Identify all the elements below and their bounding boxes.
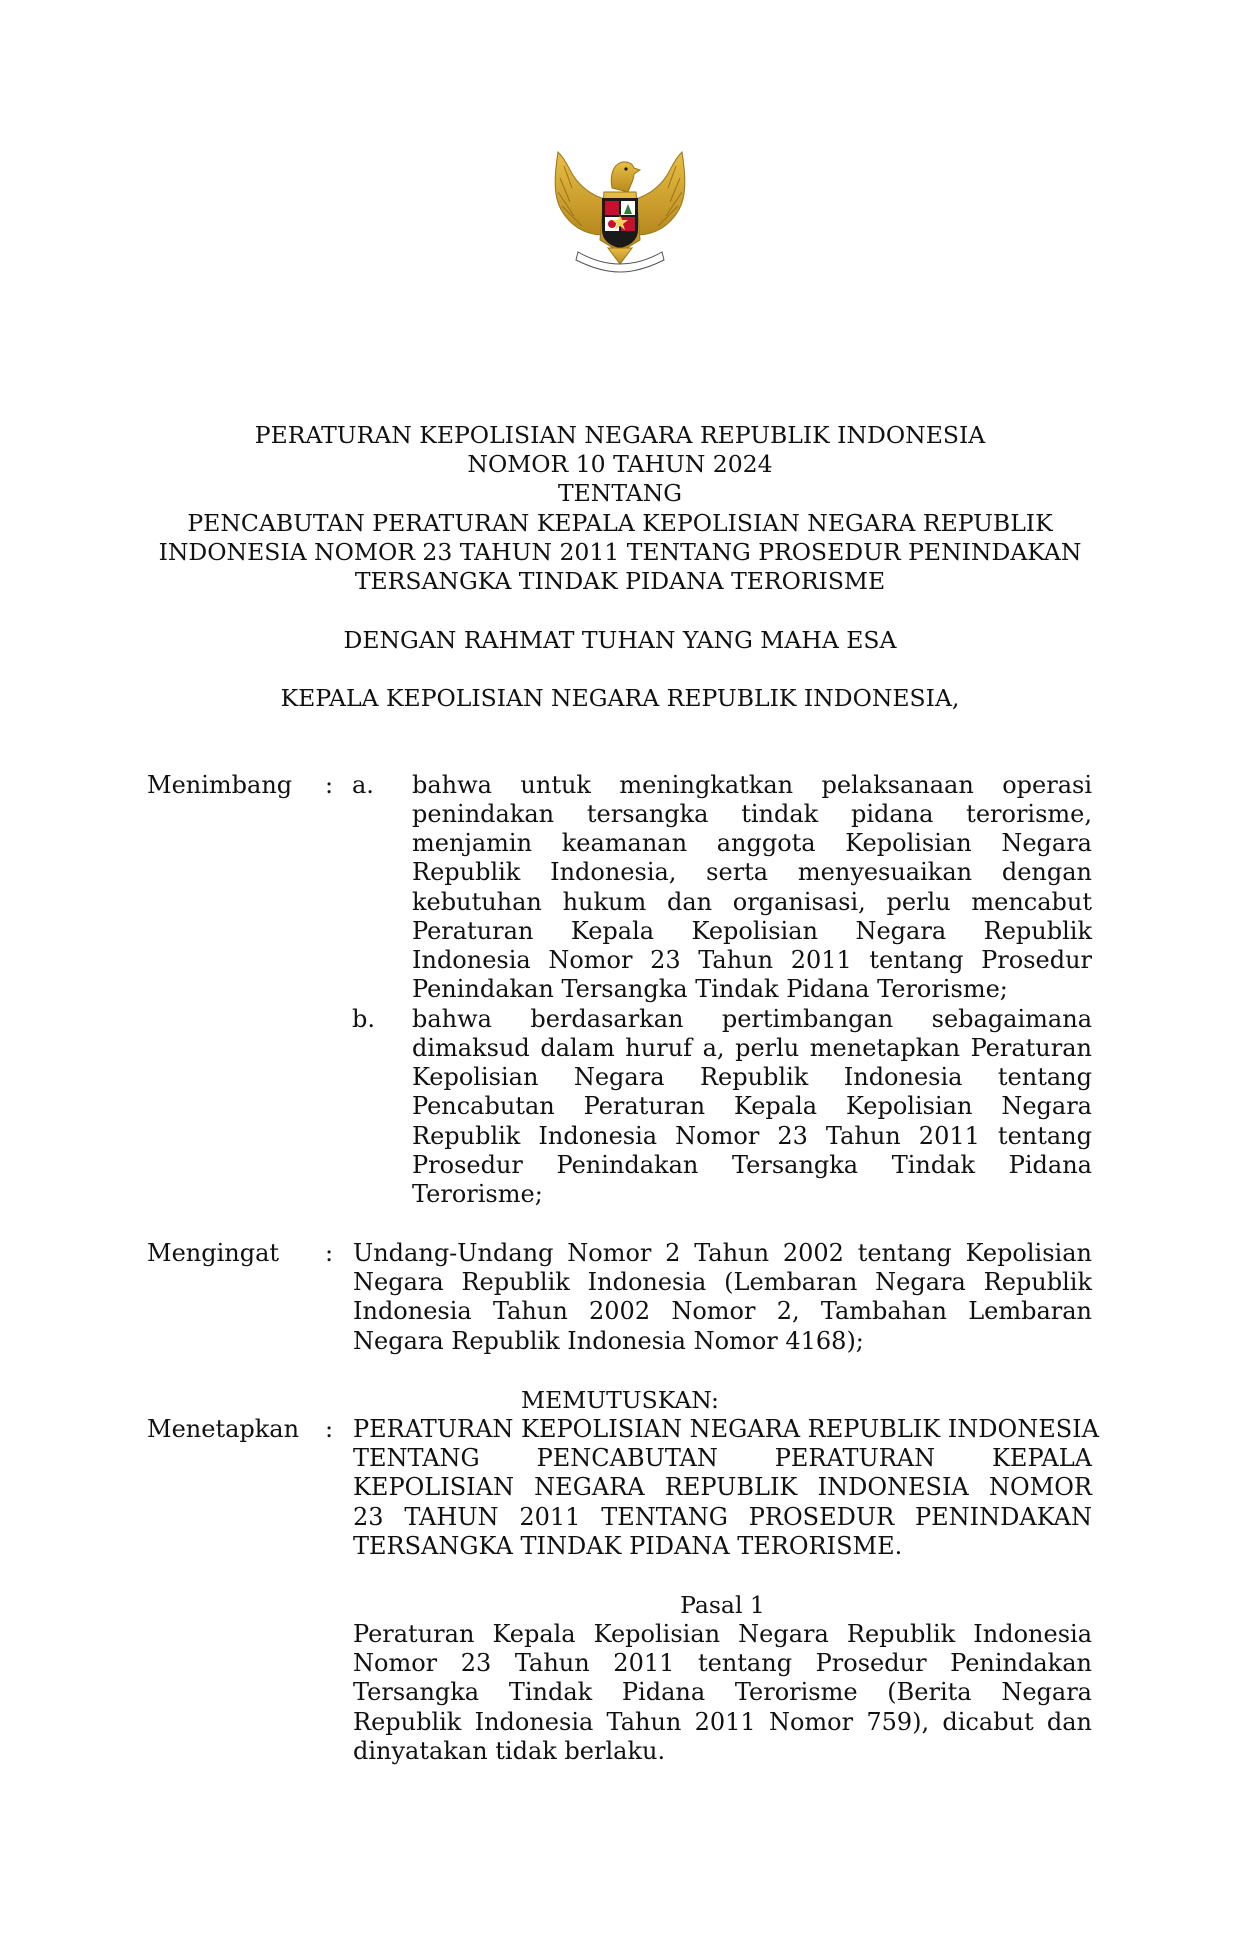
menimbang-a-line: Republik Indonesia, serta menyesuaikan dengan [412, 858, 1092, 886]
left-wing [555, 152, 608, 235]
menimbang-a-line: penindakan tersangka tindak pidana terorisme, [412, 800, 1092, 828]
menetapkan-label: Menetapkan [147, 1415, 300, 1443]
menimbang-b-line: Prosedur Penindakan Tersangka Tindak Pidana [412, 1151, 1092, 1179]
pancasila-shield [602, 198, 638, 248]
menimbang-b-line: Pencabutan Peraturan Kepala Kepolisian Negara [412, 1092, 1092, 1120]
menimbang-b-line: dimaksud dalam huruf a, perlu menetapkan Peraturan [412, 1034, 1092, 1062]
menimbang-a-line: kebutuhan hukum dan organisasi, perlu mencabut [412, 888, 1092, 916]
memutuskan-heading: MEMUTUSKAN: [521, 1386, 719, 1414]
title-line-3: TENTANG [557, 479, 683, 507]
menimbang-b-line: Kepolisian Negara Republik Indonesia tentang [412, 1063, 1092, 1091]
menetapkan-line: TERSANGKA TINDAK PIDANA TERORISME. [353, 1532, 903, 1560]
mengingat-line: Indonesia Tahun 2002 Nomor 2, Tambahan Lembaran [353, 1297, 1092, 1325]
title-line-1: PERATURAN KEPOLISIAN NEGARA REPUBLIK INDONESIA [254, 421, 986, 449]
menetapkan-line: TENTANG PENCABUTAN PERATURAN KEPALA [353, 1444, 1092, 1472]
menimbang-b-line: Terorisme; [412, 1180, 543, 1208]
title-line-6: TERSANGKA TINDAK PIDANA TERORISME [354, 567, 886, 595]
menetapkan-line: PERATURAN KEPOLISIAN NEGARA REPUBLIK INDONESIA [353, 1415, 1099, 1443]
pasal-1-line: Tersangka Tindak Pidana Terorisme (Berita Negara [353, 1678, 1092, 1706]
mengingat-label: Mengingat [147, 1239, 280, 1267]
mengingat-line: Undang-Undang Nomor 2 Tahun 2002 tentang Kepolisian [353, 1239, 1092, 1267]
title-line-4: PENCABUTAN PERATURAN KEPALA KEPOLISIAN NEGARA REPUBLIK [187, 509, 1053, 537]
mengingat-line: Negara Republik Indonesia Nomor 4168); [353, 1327, 864, 1355]
menimbang-b-line: Republik Indonesia Nomor 23 Tahun 2011 tentang [412, 1122, 1092, 1150]
menimbang-marker-b: b. [352, 1005, 375, 1033]
title-line-2: NOMOR 10 TAHUN 2024 [467, 450, 773, 478]
invocation: DENGAN RAHMAT TUHAN YANG MAHA ESA [343, 626, 897, 654]
garuda-head [611, 162, 640, 192]
right-wing [632, 152, 685, 235]
menimbang-b-line: bahwa berdasarkan pertimbangan sebagaimana [412, 1005, 1092, 1033]
garuda-pancasila-emblem [548, 148, 692, 276]
menimbang-colon: : [325, 771, 334, 799]
menetapkan-line: 23 TAHUN 2011 TENTANG PROSEDUR PENINDAKAN [353, 1503, 1092, 1531]
menimbang-a-line: menjamin keamanan anggota Kepolisian Negara [412, 829, 1092, 857]
menimbang-marker-a: a. [352, 771, 374, 799]
menimbang-label: Menimbang [147, 771, 293, 799]
pasal-1-line: Nomor 23 Tahun 2011 tentang Prosedur Penindakan [353, 1649, 1092, 1677]
menetapkan-colon: : [325, 1415, 334, 1443]
authority: KEPALA KEPOLISIAN NEGARA REPUBLIK INDONESIA, [280, 684, 960, 712]
menimbang-a-line: Penindakan Tersangka Tindak Pidana Terorisme; [412, 975, 1008, 1003]
menimbang-a-line: bahwa untuk meningkatkan pelaksanaan operasi [412, 771, 1092, 799]
pasal-1-heading: Pasal 1 [680, 1591, 765, 1619]
menetapkan-line: KEPOLISIAN NEGARA REPUBLIK INDONESIA NOMOR [353, 1473, 1092, 1501]
pasal-1-line: dinyatakan tidak berlaku. [353, 1737, 666, 1765]
pasal-1-line: Republik Indonesia Tahun 2011 Nomor 759), dicabut dan [353, 1708, 1092, 1736]
mengingat-colon: : [325, 1239, 334, 1267]
menimbang-a-line: Indonesia Nomor 23 Tahun 2011 tentang Prosedur [412, 946, 1092, 974]
title-line-5: INDONESIA NOMOR 23 TAHUN 2011 TENTANG PROSEDUR PENINDAKAN [158, 538, 1082, 566]
menimbang-a-line: Peraturan Kepala Kepolisian Negara Republik [412, 917, 1092, 945]
pasal-1-line: Peraturan Kepala Kepolisian Negara Republik Indonesia [353, 1620, 1092, 1648]
mengingat-line: Negara Republik Indonesia (Lembaran Negara Republik [353, 1268, 1092, 1296]
